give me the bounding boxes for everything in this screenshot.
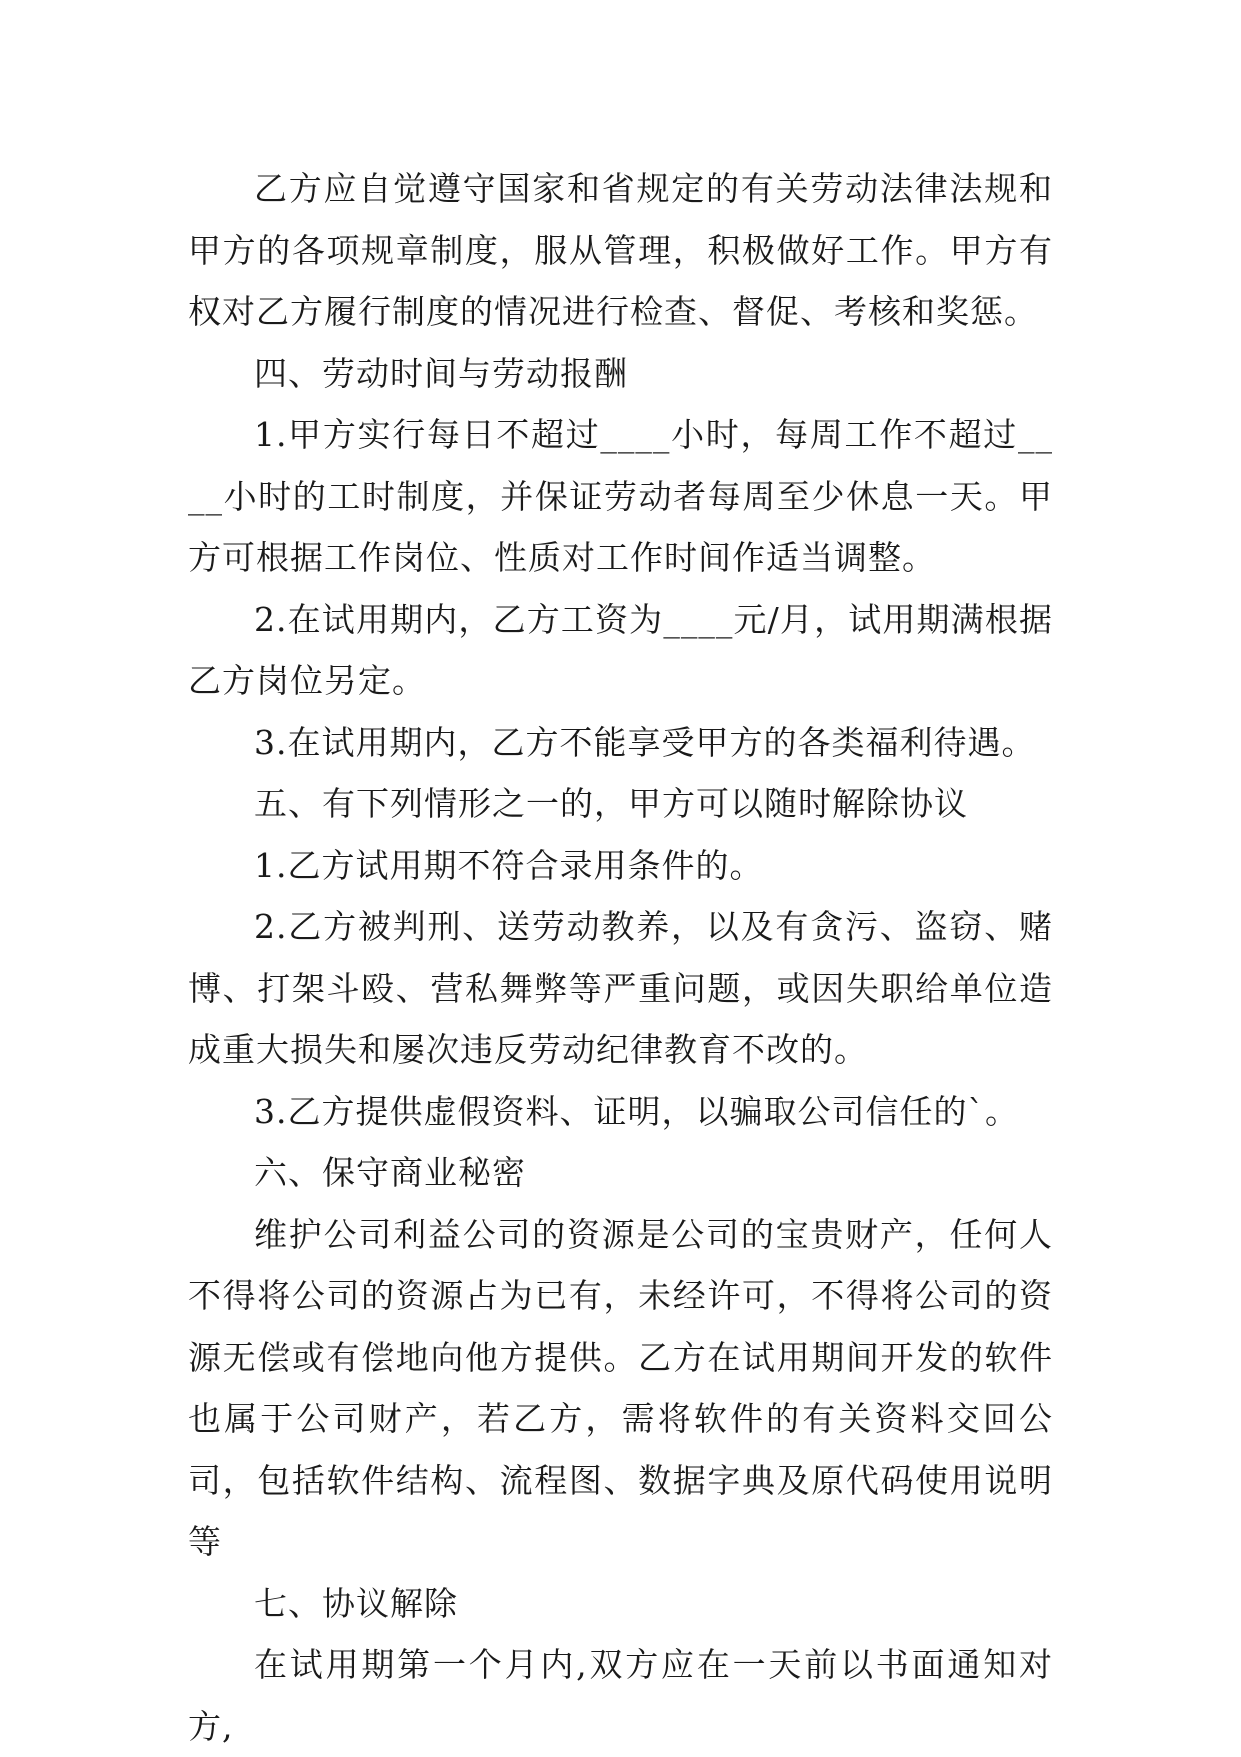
section-heading-termination-conditions: 五、有下列情形之一的，甲方可以随时解除协议	[254, 784, 968, 823]
clause-termination-3: 3.乙方提供虚假资料、证明，以骗取公司信任的`。	[254, 1091, 1019, 1131]
clause-trade-secrets: 维护公司利益公司的资源是公司的宝贵财产，任何人不得将公司的资源占为已有，未经许可，不得将公司的资源无偿或有偿地向他方提供。乙方在试用期间开发的软件也属于公司财产，若乙方，需将软件的有关资料交回公司，包括软件结构、流程图、数据字典及原代码使用说明等	[188, 1214, 1053, 1561]
clause-probation-salary: 2.在试用期内，乙方工资为____元/月，试用期满根据乙方岗位另定。	[188, 599, 1053, 700]
paragraph-obligations: 乙方应自觉遵守国家和省规定的有关劳动法律法规和甲方的各项规章制度，服从管理，积极做好工作。甲方有权对乙方履行制度的情况进行检查、督促、考核和奖惩。	[188, 169, 1053, 331]
clause-agreement-termination: 在试用期第一个月内,双方应在一天前以书面通知对方,	[188, 1645, 1053, 1746]
section-heading-work-hours-pay: 四、劳动时间与劳动报酬	[254, 353, 628, 393]
document-body	[188, 158, 1053, 1757]
section-heading-trade-secrets: 六、保守商业秘密	[254, 1153, 526, 1192]
clause-benefits: 3.在试用期内，乙方不能享受甲方的各类福利待遇。	[254, 722, 1036, 762]
clause-work-hours: 1.甲方实行每日不超过____小时，每周工作不超过____小时的工时制度，并保证劳动者每周至少休息一天。甲方可根据工作岗位、性质对工作时间作适当调整。	[188, 415, 1053, 577]
section-heading-agreement-termination: 七、协议解除	[254, 1583, 458, 1623]
clause-termination-1: 1.乙方试用期不符合录用条件的。	[254, 845, 764, 885]
clause-termination-2: 2.乙方被判刑、送劳动教养，以及有贪污、盗窃、赌博、打架斗殴、营私舞弊等严重问题，或因失职给单位造成重大损失和屡次违反劳动纪律教育不改的。	[188, 907, 1053, 1069]
